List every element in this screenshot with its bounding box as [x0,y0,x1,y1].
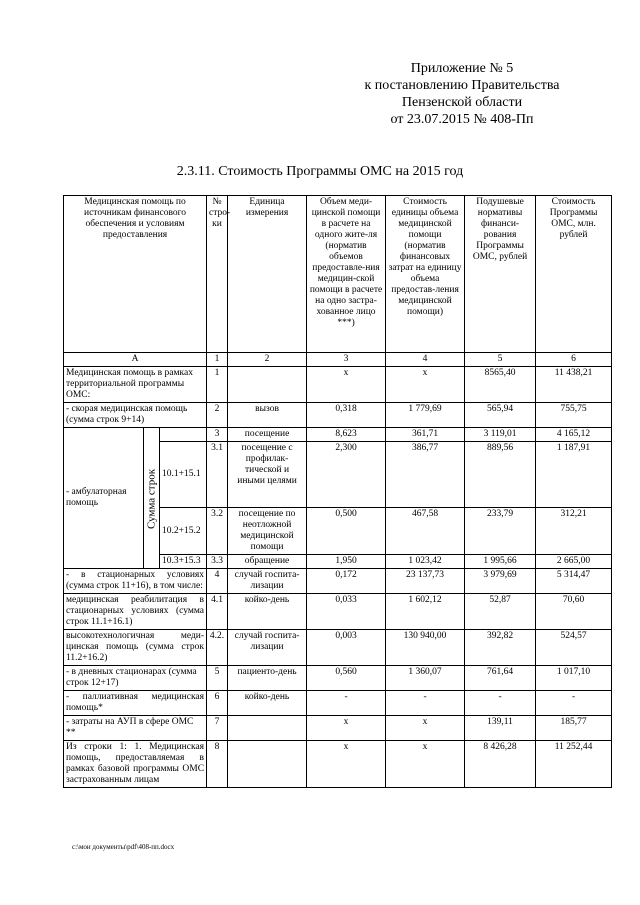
volume-cell: х [307,741,386,788]
volume-cell: 8,623 [307,428,386,442]
total-cost-cell: 4 165,12 [536,428,612,442]
per-capita-cell: - [465,691,536,716]
col-header: Объем меди-цинской помощи в расчете на одного жите-ля (норматив объемов предоставле-ния медицин-ской помощи в расчете на одно застра-хованное лицо ***) [307,196,386,353]
row-number: 3.2 [207,508,228,555]
row-number: 4 [207,569,228,594]
table-header-row [64,196,612,353]
unit-cost-cell: - [386,691,465,716]
col-header: Единица измерения [228,196,307,353]
index-cell: 5 [465,353,536,367]
cost-table [63,195,612,788]
index-cell: А [64,353,207,367]
per-capita-cell: 8 426,28 [465,741,536,788]
unit-cell [228,367,307,403]
volume-cell: 2,300 [307,442,386,508]
table-row [64,428,612,442]
volume-cell: 0,318 [307,403,386,428]
unit-cell: случай госпита-лизации [228,630,307,666]
row-number: 3.1 [207,442,228,508]
col-header: Подушевые нормативы финанси-рования Программы ОМС, рублей [465,196,536,353]
row-label: - паллиативная медицинская помощь* [64,691,207,716]
volume-cell: 0,033 [307,594,386,630]
unit-cell [228,741,307,788]
row-label: - в дневных стационарах (сумма строк 12+17) [64,666,207,691]
volume-cell: х [307,367,386,403]
file-path-footer: c:\мои документы\pdf\408-пп.docx [72,843,175,851]
unit-cell: посещение [228,428,307,442]
unit-cost-cell: х [386,367,465,403]
per-capita-cell: 3 119,01 [465,428,536,442]
volume-cell: 0,172 [307,569,386,594]
unit-cost-cell: 23 137,73 [386,569,465,594]
table-row [64,403,612,428]
row-number: 3.3 [207,555,228,569]
table-row [64,569,612,594]
row-label: - скорая медицинская помощь (сумма строк 9+14) [64,403,207,428]
unit-cost-cell: 1 023,42 [386,555,465,569]
per-capita-cell: 233,79 [465,508,536,555]
total-cost-cell: - [536,691,612,716]
unit-cell: пациенто-день [228,666,307,691]
per-capita-cell: 1 995,66 [465,555,536,569]
row-number: 4.1 [207,594,228,630]
unit-cell: посещение по неотложной медицинской помощи [228,508,307,555]
total-cost-cell: 11 252,44 [536,741,612,788]
unit-cost-cell: 1 360,07 [386,666,465,691]
per-capita-cell: 889,56 [465,442,536,508]
unit-cost-cell: 361,71 [386,428,465,442]
unit-cost-cell: х [386,716,465,741]
row-sum-ref: 10.1+15.1 [160,442,207,508]
unit-cell: вызов [228,403,307,428]
index-cell: 2 [228,353,307,367]
row-number: 2 [207,403,228,428]
header-line-1: Приложение № 5 [410,61,514,76]
row-number: 8 [207,741,228,788]
total-cost-cell: 755,75 [536,403,612,428]
row-label: медицинская реабилитация в стационарных условиях (сумма строк 11.1+16.1) [64,594,207,630]
row-number: 1 [207,367,228,403]
total-cost-cell: 185,77 [536,716,612,741]
row-label: - затраты на АУП в сфере ОМС ** [64,716,207,741]
unit-cell: обращение [228,555,307,569]
row-sum-ref [160,428,207,442]
col-header: № стро-ки [207,196,228,353]
table-row [64,741,612,788]
unit-cell: случай госпита-лизации [228,569,307,594]
page-title: 2.3.11. Стоимость Программы ОМС на 2015 год [176,164,464,179]
total-cost-cell: 1 187,91 [536,442,612,508]
per-capita-cell: 565,94 [465,403,536,428]
row-label: высокотехнологичная меди-цинская помощь (сумма строк 11.2+16.2) [64,630,207,666]
unit-cost-cell: 1 602,12 [386,594,465,630]
appendix-header [332,60,592,128]
row-label: Из строки 1: 1. Медицинская помощь, предоставляемая в рамках базовой программы ОМС застрахованным лицам [64,741,207,788]
header-line-3: Пензенской области [401,95,523,110]
row-number: 5 [207,666,228,691]
row-number: 4.2. [207,630,228,666]
index-cell: 4 [386,353,465,367]
sum-rows-label: Сумма строк [144,428,160,569]
unit-cell: койко-день [228,594,307,630]
unit-cell: койко-день [228,691,307,716]
total-cost-cell: 11 438,21 [536,367,612,403]
col-header: Стоимость Программы ОМС, млн. рублей [536,196,612,353]
volume-cell: 1,950 [307,555,386,569]
total-cost-cell: 312,21 [536,508,612,555]
volume-cell: 0,003 [307,630,386,666]
index-cell: 3 [307,353,386,367]
index-cell: 6 [536,353,612,367]
per-capita-cell: 392,82 [465,630,536,666]
table-row [64,630,612,666]
per-capita-cell: 139,11 [465,716,536,741]
col-header: Стоимость единицы объема медицинской помощи (норматив финансовых затрат на единицу объема предостав-ления медицинской помощи) [386,196,465,353]
per-capita-cell: 3 979,69 [465,569,536,594]
row-number: 7 [207,716,228,741]
index-cell: 1 [207,353,228,367]
unit-cost-cell: 386,77 [386,442,465,508]
table-row [64,666,612,691]
table-row [64,594,612,630]
total-cost-cell: 1 017,10 [536,666,612,691]
volume-cell: х [307,716,386,741]
total-cost-cell: 2 665,00 [536,555,612,569]
unit-cost-cell: 467,58 [386,508,465,555]
unit-cell: посещение с профилак-тической и иными целями [228,442,307,508]
per-capita-cell: 52,87 [465,594,536,630]
unit-cost-cell: х [386,741,465,788]
volume-cell: - [307,691,386,716]
volume-cell: 0,560 [307,666,386,691]
total-cost-cell: 5 314,47 [536,569,612,594]
table-index-row [64,353,612,367]
total-cost-cell: 524,57 [536,630,612,666]
row-label: Медицинская помощь в рамках территориальной программы ОМС: [64,367,207,403]
table-row [64,367,612,403]
row-sum-ref: 10.3+15.3 [160,555,207,569]
row-number: 6 [207,691,228,716]
header-line-2: к постановлению Правительства [364,78,560,93]
volume-cell: 0,500 [307,508,386,555]
col-header: Медицинская помощь по источникам финансового обеспечения и условиям предоставления [64,196,207,353]
unit-cost-cell: 1 779,69 [386,403,465,428]
row-sum-ref: 10.2+15.2 [160,508,207,555]
row-label: - в стационарных условиях (сумма строк 11+16), в том числе: [64,569,207,594]
total-cost-cell: 70,60 [536,594,612,630]
per-capita-cell: 761,64 [465,666,536,691]
table-row [64,716,612,741]
unit-cell [228,716,307,741]
unit-cost-cell: 130 940,00 [386,630,465,666]
per-capita-cell: 8565,40 [465,367,536,403]
header-line-4: от 23.07.2015 № 408-Пп [390,112,534,127]
table-row [64,691,612,716]
row-label-ambulatory: - амбулаторная помощь [64,428,144,569]
row-number: 3 [207,428,228,442]
